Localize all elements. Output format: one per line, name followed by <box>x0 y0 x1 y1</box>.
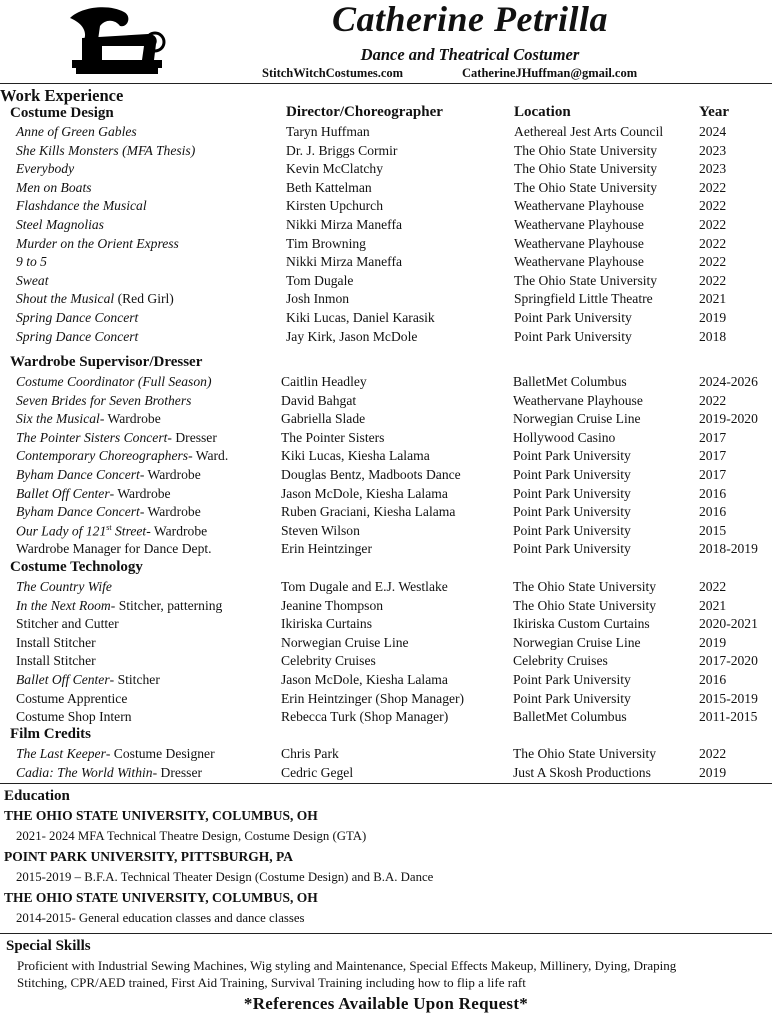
production-title-text: 9 to 5 <box>16 254 47 270</box>
production-title <box>16 448 228 464</box>
production-title-text: Six the Musical <box>16 411 100 427</box>
year-value: 2018 <box>699 328 727 344</box>
production-title <box>16 746 215 762</box>
production-title-text: Sweat <box>16 272 49 288</box>
location-name: BalletMet Columbus <box>513 374 627 389</box>
location-name: Hollywood Casino <box>513 429 616 445</box>
production-title-text: Murder on the Orient Express <box>16 235 179 251</box>
year-value: 2017 <box>699 429 727 445</box>
production-title <box>16 291 174 307</box>
production-title <box>16 616 119 632</box>
role-note: - Dresser <box>167 429 217 445</box>
role-note: Install Stitcher <box>16 653 96 669</box>
education-detail: 2021- 2024 MFA Technical Theatre Design, Costume Design (GTA) <box>16 829 367 843</box>
director-name: Jeanine Thompson <box>281 597 384 613</box>
location-name: BalletMet Columbus <box>513 709 627 725</box>
director-column-header: Director/Choreographer <box>286 104 443 120</box>
production-title <box>16 411 161 427</box>
list-item <box>0 598 772 617</box>
production-title <box>16 254 47 270</box>
year-value: 2016 <box>699 672 727 687</box>
education-detail: 2014-2015- General education classes and dance classes <box>16 911 305 925</box>
sewing-machine-witch-hat-icon <box>62 4 172 76</box>
production-title-text: Shout the Musical <box>16 291 115 307</box>
education-heading: Education <box>4 788 70 804</box>
list-item <box>0 236 772 255</box>
list-item <box>0 653 772 672</box>
location-name: Weathervane Playhouse <box>513 392 643 408</box>
year-value: 2021 <box>699 597 727 613</box>
list-item <box>0 198 772 217</box>
director-name: Jason McDole, Kiesha Lalama <box>281 485 448 501</box>
role-note: - Wardrobe <box>146 523 208 539</box>
production-title <box>16 523 207 540</box>
production-title-text: Our Lady of 121 <box>16 523 107 539</box>
year-value: 2017 <box>699 467 727 482</box>
location-column-header: Location <box>514 104 571 120</box>
year-value: 2022 <box>699 179 727 195</box>
location-name: The Ohio State University <box>514 161 658 177</box>
location-name: Point Park University <box>514 328 632 344</box>
year-column-header: Year <box>699 104 729 120</box>
list-item <box>0 411 772 430</box>
location-name: Weathervane Playhouse <box>514 198 644 214</box>
location-name: Aethereal Jest Arts Council <box>514 124 664 139</box>
director-name: Norwegian Cruise Line <box>281 634 409 650</box>
production-title-text: She Kills Monsters (MFA Thesis) <box>16 142 196 158</box>
list-item <box>0 393 772 412</box>
role-note: - Wardrobe <box>99 411 161 427</box>
director-name: The Pointer Sisters <box>281 429 385 445</box>
director-name: Dr. J. Briggs Cormir <box>286 142 398 158</box>
year-value: 2019 <box>699 765 727 780</box>
director-name: Kevin McClatchy <box>286 161 384 177</box>
list-item <box>0 448 772 467</box>
role-note: Wardrobe Manager for Dance Dept. <box>16 541 212 557</box>
location-name: The Ohio State University <box>514 179 658 195</box>
production-title <box>16 486 171 502</box>
role-note: - Wardrobe <box>139 467 201 482</box>
website-link[interactable]: StitchWitchCostumes.com <box>262 66 404 80</box>
director-name: Jay Kirk, Jason McDole <box>286 328 418 344</box>
costume-design-heading: Costume Design <box>10 105 114 121</box>
year-value: 2016 <box>699 504 727 520</box>
production-title <box>16 180 92 196</box>
director-name: Cedric Gegel <box>281 765 354 780</box>
list-item <box>0 709 772 728</box>
production-title <box>16 541 212 557</box>
email-link[interactable]: CatherineJHuffman@gmail.com <box>462 66 638 80</box>
production-title <box>16 273 48 289</box>
production-title-text: Street <box>111 523 147 539</box>
production-title <box>16 467 201 483</box>
director-name: Jason McDole, Kiesha Lalama <box>281 672 448 687</box>
location-name: Norwegian Cruise Line <box>513 634 641 650</box>
production-title <box>16 329 138 345</box>
role-note: - Stitcher <box>109 672 160 687</box>
director-name: Nikki Mirza Maneffa <box>286 254 403 270</box>
production-title-text: The Last Keeper <box>16 746 106 761</box>
location-name: Point Park University <box>513 448 631 464</box>
role-note: - Stitcher, patterning <box>110 597 223 613</box>
production-title-text: Byham Dance Concert <box>16 504 140 520</box>
director-name: Josh Inmon <box>286 291 350 307</box>
production-title <box>16 143 195 159</box>
year-value: 2023 <box>699 161 727 177</box>
year-value: 2019 <box>699 310 727 325</box>
year-value: 2016 <box>699 485 727 501</box>
director-name: Rebecca Turk (Shop Manager) <box>281 709 449 725</box>
location-name: The Ohio State University <box>513 746 657 761</box>
resume-title: Dance and Theatrical Costumer <box>360 45 580 64</box>
production-title <box>16 635 96 651</box>
year-value: 2022 <box>699 579 727 594</box>
year-value: 2024 <box>699 124 727 139</box>
list-item <box>0 124 772 143</box>
director-name: Gabriella Slade <box>281 411 366 427</box>
skills-line: Proficient with Industrial Sewing Machines, Wig styling and Maintenance, Special Effects Makeup, Millinery, Dying, Draping <box>17 958 677 973</box>
skills-divider <box>0 933 772 934</box>
resume-name: Catherine Petrilla <box>331 0 608 39</box>
director-name: Tom Dugale <box>286 272 354 288</box>
production-title <box>16 598 222 614</box>
role-note: - Wardrobe <box>109 485 171 501</box>
year-value: 2018-2019 <box>699 541 758 557</box>
location-name: Weathervane Playhouse <box>514 235 644 251</box>
production-title-text: Costume Coordinator (Full Season) <box>16 374 212 389</box>
role-note: - Costume Designer <box>105 746 215 761</box>
year-value: 2023 <box>699 142 727 158</box>
list-item <box>0 541 772 560</box>
production-title-text: Cadia: The World Within <box>16 765 153 780</box>
production-title-text: Ballet Off Center <box>16 485 110 501</box>
director-name: David Bahgat <box>281 392 357 408</box>
production-title <box>16 198 147 214</box>
location-name: Point Park University <box>513 504 631 520</box>
year-value: 2019 <box>699 634 727 650</box>
list-item <box>0 486 772 505</box>
list-item <box>0 291 772 310</box>
list-item <box>0 467 772 486</box>
list-item <box>0 616 772 635</box>
director-name: Tom Dugale and E.J. Westlake <box>281 579 448 594</box>
director-name: Steven Wilson <box>281 522 360 538</box>
director-name: Kirsten Upchurch <box>286 198 384 214</box>
location-name: Celebrity Cruises <box>513 653 608 669</box>
references-note: *References Available Upon Request* <box>243 994 529 1013</box>
location-name: Point Park University <box>513 541 631 557</box>
work-experience-heading: Work Experience <box>0 86 124 105</box>
list-item <box>0 310 772 329</box>
list-item <box>0 746 772 765</box>
location-name: Ikiriska Custom Curtains <box>513 616 650 632</box>
director-name: Chris Park <box>281 746 339 761</box>
year-value: 2021 <box>699 291 727 307</box>
year-value: 2019-2020 <box>699 411 758 427</box>
production-title <box>16 236 179 252</box>
director-name: Beth Kattelman <box>286 179 372 195</box>
production-title <box>16 217 104 233</box>
director-name: Erin Heintzinger (Shop Manager) <box>281 690 465 706</box>
director-name: Ruben Graciani, Kiesha Lalama <box>281 504 456 520</box>
production-title <box>16 709 132 725</box>
production-title-text: Ballet Off Center <box>16 672 110 687</box>
list-item <box>0 254 772 273</box>
location-name: Springfield Little Theatre <box>514 291 653 307</box>
production-title <box>16 765 202 781</box>
role-note: (Red Girl) <box>114 291 174 307</box>
wardrobe-heading: Wardrobe Supervisor/Dresser <box>10 354 203 370</box>
location-name: Point Park University <box>513 672 631 687</box>
year-value: 2022 <box>699 272 727 288</box>
production-title-text: The Pointer Sisters Concert <box>16 429 168 445</box>
production-title-text: Spring Dance Concert <box>16 328 139 344</box>
production-title <box>16 124 137 140</box>
director-name: Erin Heintzinger <box>281 541 372 557</box>
director-name: Celebrity Cruises <box>281 653 376 669</box>
director-name: Ikiriska Curtains <box>281 616 372 632</box>
list-item <box>0 635 772 654</box>
location-name: The Ohio State University <box>514 142 658 158</box>
production-title <box>16 579 112 595</box>
production-title-text: The Country Wife <box>16 579 112 594</box>
year-value: 2022 <box>699 254 727 270</box>
director-name: Kiki Lucas, Daniel Karasik <box>286 310 435 325</box>
list-item <box>0 691 772 710</box>
skills-line: Stitching, CPR/AED trained, First Aid Training, Survival Training including how to flip a life raft <box>17 975 526 990</box>
location-name: Weathervane Playhouse <box>514 254 644 270</box>
production-title <box>16 653 96 669</box>
production-title-text: Everybody <box>16 161 75 177</box>
role-note: Costume Shop Intern <box>16 709 132 725</box>
production-title <box>16 504 201 520</box>
location-name: The Ohio State University <box>514 272 658 288</box>
list-item <box>0 374 772 393</box>
header-divider <box>0 83 772 84</box>
year-value: 2017 <box>699 448 727 464</box>
list-item <box>0 143 772 162</box>
year-value: 2011-2015 <box>699 709 758 725</box>
location-name: Norwegian Cruise Line <box>513 411 641 427</box>
location-name: Point Park University <box>513 690 631 706</box>
production-title <box>16 691 127 707</box>
production-title <box>16 374 211 390</box>
location-name: Point Park University <box>514 310 632 325</box>
production-title-text: Seven Brides for Seven Brothers <box>16 392 192 408</box>
production-title-text: Contemporary Choreographers <box>16 448 189 464</box>
role-note: - Dresser <box>152 765 203 780</box>
list-item <box>0 672 772 691</box>
education-school: THE OHIO STATE UNIVERSITY, COLUMBUS, OH <box>4 890 318 905</box>
role-note: Costume Apprentice <box>16 690 128 706</box>
production-title-text: Men on Boats <box>16 179 92 195</box>
role-note: Stitcher and Cutter <box>16 616 119 632</box>
costume-technology-heading: Costume Technology <box>10 559 143 575</box>
year-value: 2015 <box>699 522 727 538</box>
education-divider <box>0 783 772 784</box>
list-item <box>0 273 772 292</box>
director-name: Tim Browning <box>286 235 366 251</box>
production-title-text: Flashdance the Musical <box>16 198 147 214</box>
education-detail: 2015-2019 – B.F.A. Technical Theater Design (Costume Design) and B.A. Dance <box>16 870 434 884</box>
list-item <box>0 579 772 598</box>
year-value: 2024-2026 <box>699 374 758 389</box>
year-value: 2022 <box>699 235 727 251</box>
production-title-text: Spring Dance Concert <box>16 310 139 325</box>
film-credits-heading: Film Credits <box>10 726 91 742</box>
director-name: Caitlin Headley <box>281 374 367 389</box>
list-item <box>0 161 772 180</box>
location-name: Point Park University <box>513 467 631 482</box>
role-note: - Ward. <box>188 448 229 464</box>
list-item <box>0 523 772 542</box>
list-item <box>0 430 772 449</box>
list-item <box>0 504 772 523</box>
location-name: Point Park University <box>513 522 631 538</box>
director-name: Kiki Lucas, Kiesha Lalama <box>281 448 430 464</box>
special-skills-heading: Special Skills <box>6 938 91 954</box>
location-name: The Ohio State University <box>513 579 657 594</box>
education-school: THE OHIO STATE UNIVERSITY, COLUMBUS, OH <box>4 808 318 823</box>
list-item <box>0 329 772 348</box>
director-name: Nikki Mirza Maneffa <box>286 217 403 232</box>
production-title <box>16 161 74 177</box>
location-name: Weathervane Playhouse <box>514 217 644 232</box>
year-value: 2022 <box>699 746 727 761</box>
production-title <box>16 672 160 688</box>
superscript: st <box>106 522 112 532</box>
year-value: 2022 <box>699 392 727 408</box>
production-title-text: Steel Magnolias <box>16 217 104 232</box>
education-school: POINT PARK UNIVERSITY, PITTSBURGH, PA <box>4 849 294 864</box>
location-name: The Ohio State University <box>513 597 657 613</box>
year-value: 2022 <box>699 217 727 232</box>
director-name: Douglas Bentz, Madboots Dance <box>281 467 461 482</box>
production-title <box>16 310 138 326</box>
list-item <box>0 180 772 199</box>
list-item <box>0 765 772 784</box>
list-item <box>0 217 772 236</box>
year-value: 2020-2021 <box>699 616 758 632</box>
location-name: Point Park University <box>513 485 631 501</box>
year-value: 2015-2019 <box>699 690 758 706</box>
director-name: Taryn Huffman <box>286 124 370 139</box>
year-value: 2017-2020 <box>699 653 758 669</box>
production-title-text: Byham Dance Concert <box>16 467 140 482</box>
production-title-text: Anne of Green Gables <box>16 124 137 139</box>
location-name: Just A Skosh Productions <box>513 765 651 780</box>
year-value: 2022 <box>699 198 727 214</box>
production-title <box>16 430 217 446</box>
production-title-text: In the Next Room <box>16 597 111 613</box>
role-note: - Wardrobe <box>139 504 201 520</box>
role-note: Install Stitcher <box>16 634 96 650</box>
production-title <box>16 393 191 409</box>
